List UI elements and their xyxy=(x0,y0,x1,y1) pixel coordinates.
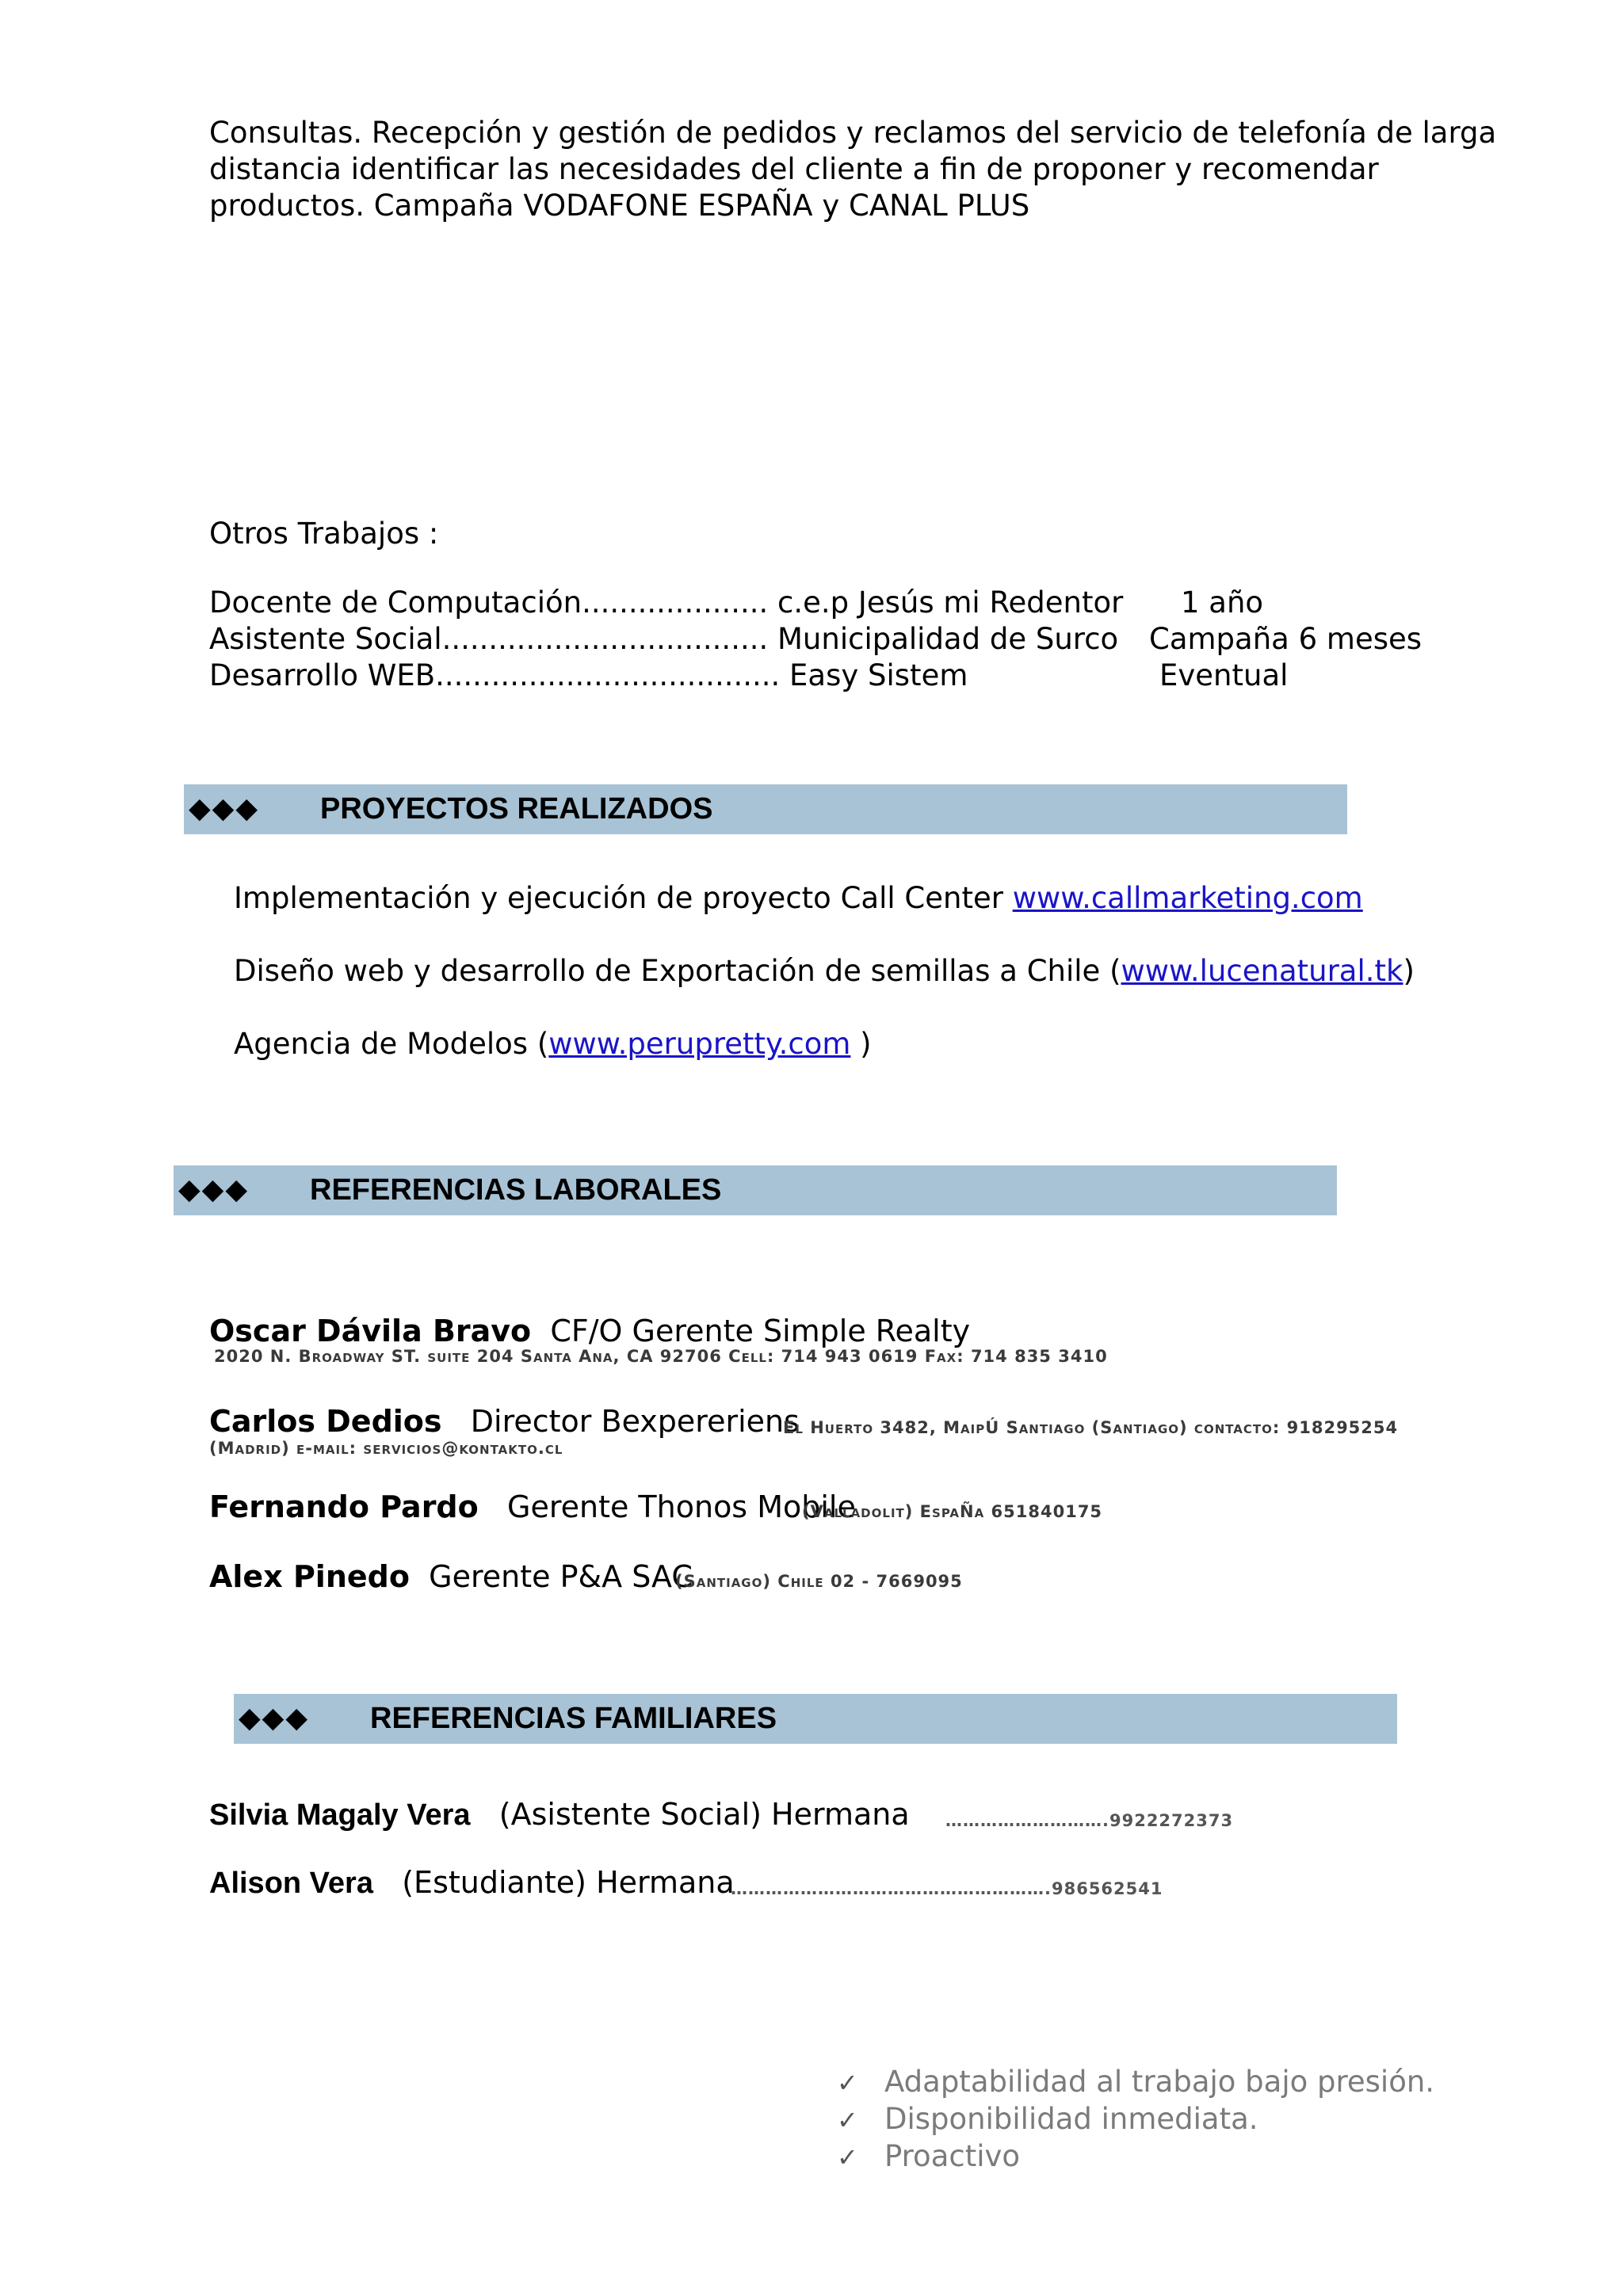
reference-name: Fernando Pardo xyxy=(209,1489,479,1524)
check-icon: ✓ xyxy=(837,2068,858,2098)
family-entry xyxy=(209,1865,735,1901)
otros-job: Desarrollo WEB..................................... Easy Sistem xyxy=(209,658,968,692)
proyecto-item xyxy=(234,881,1363,915)
proyecto-item xyxy=(234,1027,872,1061)
proyecto-item xyxy=(234,954,1415,988)
otros-duration: Eventual xyxy=(1159,658,1289,692)
reference-entry xyxy=(209,1489,856,1524)
otros-job: Docente de Computación.................... c.e.p Jesús mi Redentor xyxy=(209,585,1124,620)
reference-entry xyxy=(209,1404,800,1439)
check-icon: ✓ xyxy=(837,2105,858,2135)
otros-trabajos-title: Otros Trabajos : xyxy=(209,517,439,551)
proyecto-link[interactable]: www.perupretty.com xyxy=(548,1027,851,1061)
quality-item: ✓ Proactivo xyxy=(837,2138,1434,2176)
section-title: PROYECTOS REALIZADOS xyxy=(320,792,713,826)
proyecto-text: Agencia de Modelos ( xyxy=(234,1027,549,1061)
intro-line: productos. Campaña VODAFONE ESPAÑA y CANAL PLUS xyxy=(209,189,1030,223)
proyecto-text: Implementación y ejecución de proyecto Call Center xyxy=(234,881,1013,915)
family-entry xyxy=(209,1797,910,1833)
reference-detail: (Santiago) Chile 02 - 7669095 xyxy=(675,1572,963,1591)
reference-name: Alex Pinedo xyxy=(209,1559,410,1594)
family-name: Alison Vera xyxy=(209,1867,373,1900)
family-phone: ……………………….9922272373 xyxy=(945,1811,1234,1830)
section-title: REFERENCIAS FAMILIARES xyxy=(370,1702,777,1735)
diamonds-icon: ◆◆◆ xyxy=(189,792,260,825)
quality-item: ✓ Adaptabilidad al trabajo bajo presión. xyxy=(837,2064,1434,2101)
reference-name: Carlos Dedios xyxy=(209,1404,442,1439)
intro-line: distancia identificar las necesidades del cliente a fin de proponer y recomendar xyxy=(209,152,1379,186)
reference-detail: El Huerto 3482, MaipÚ Santiago (Santiago) contacto: 918295254 xyxy=(783,1418,1399,1437)
reference-role: Gerente Thonos Mobile xyxy=(507,1489,856,1524)
otros-duration: 1 año xyxy=(1181,585,1264,620)
family-name: Silvia Magaly Vera xyxy=(209,1798,471,1832)
reference-role: Gerente P&A SAC xyxy=(429,1559,693,1594)
familiares-heading xyxy=(234,1694,1397,1744)
otros-job: Asistente Social................................... Municipalidad de Surco xyxy=(209,622,1119,656)
check-icon: ✓ xyxy=(837,2142,858,2172)
quality-item: ✓ Disponibilidad inmediata. xyxy=(837,2101,1434,2138)
qualities-list xyxy=(837,2064,1434,2176)
proyecto-after: ) xyxy=(850,1027,872,1061)
otros-duration: Campaña 6 meses xyxy=(1149,622,1423,656)
reference-detail: 2020 N. Broadway ST. suite 204 Santa Ana, CA 92706 Cell: 714 943 0619 Fax: 714 835 3410 xyxy=(214,1347,1108,1366)
reference-detail: (Valladolit) EspaÑa 651840175 xyxy=(802,1502,1103,1521)
diamonds-icon: ◆◆◆ xyxy=(239,1702,310,1734)
reference-entry xyxy=(209,1559,693,1594)
reference-role: Director Bexpereriens xyxy=(470,1404,800,1439)
intro-line: Consultas. Recepción y gestión de pedidos y reclamos del servicio de telefonía de larga xyxy=(209,116,1497,150)
family-role: (Asistente Social) Hermana xyxy=(498,1797,910,1832)
intro-paragraph xyxy=(209,115,1497,224)
proyecto-text: Diseño web y desarrollo de Exportación de semillas a Chile ( xyxy=(234,954,1121,988)
diamonds-icon: ◆◆◆ xyxy=(178,1173,250,1206)
reference-entry xyxy=(209,1314,970,1348)
reference-name: Oscar Dávila Bravo xyxy=(209,1314,532,1348)
proyecto-link[interactable]: www.lucenatural.tk xyxy=(1121,954,1403,988)
reference-detail-secondary: (Madrid) e-mail: servicios@kontakto.cl xyxy=(209,1439,563,1458)
laborales-heading xyxy=(174,1165,1337,1215)
proyecto-link[interactable]: www.callmarketing.com xyxy=(1012,881,1363,915)
proyecto-after: ) xyxy=(1403,954,1415,988)
reference-role: CF/O Gerente Simple Realty xyxy=(550,1314,971,1348)
proyectos-heading xyxy=(184,784,1347,834)
family-phone: ……………………………………………….986562541 xyxy=(731,1879,1163,1898)
family-role: (Estudiante) Hermana xyxy=(402,1865,735,1900)
section-title: REFERENCIAS LABORALES xyxy=(310,1173,722,1207)
